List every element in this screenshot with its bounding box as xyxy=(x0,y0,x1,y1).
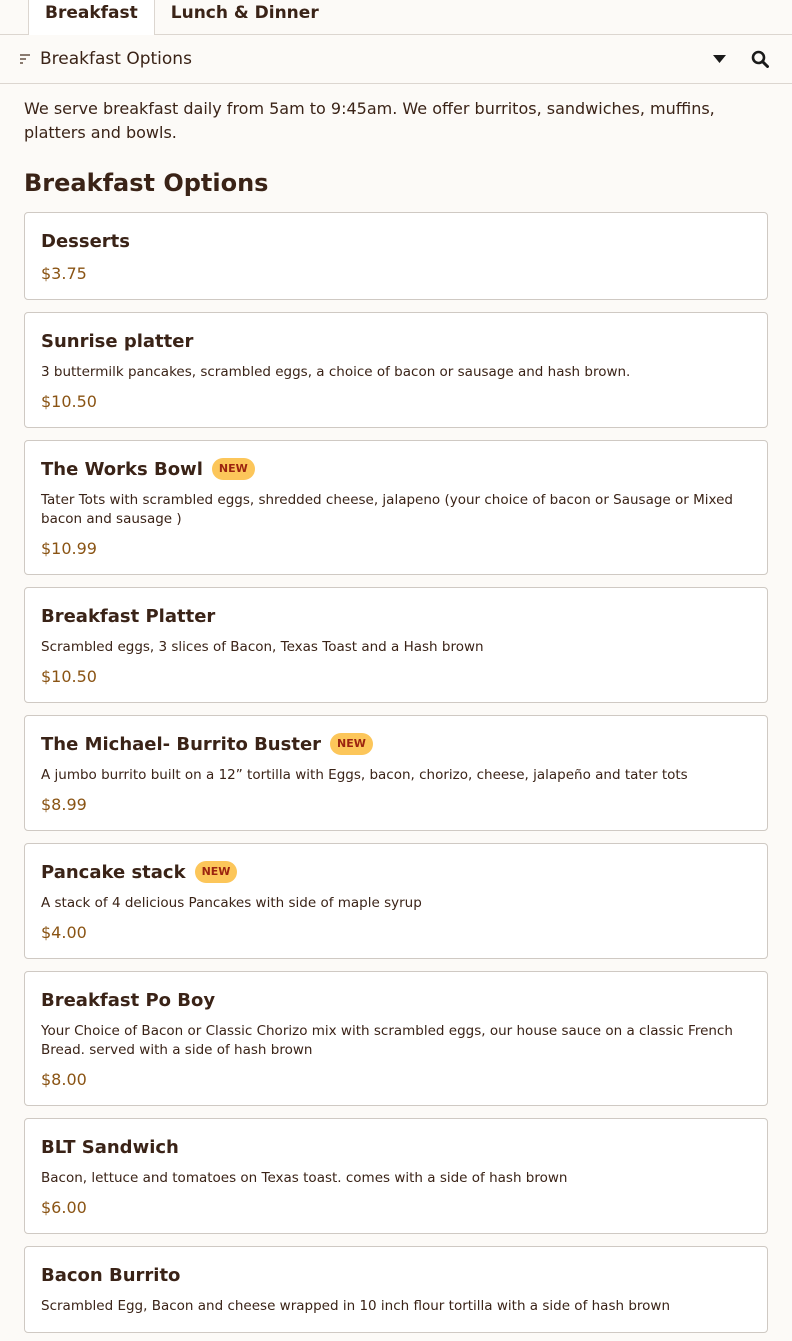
menu-item-header xyxy=(41,1134,751,1160)
menu-item-price: $3.75 xyxy=(41,264,87,283)
menu-item-name: BLT Sandwich xyxy=(41,1136,179,1158)
menu-item-header xyxy=(41,456,751,482)
menu-item-card[interactable] xyxy=(24,312,768,428)
new-badge: NEW xyxy=(195,861,238,883)
menu-item-price: $10.99 xyxy=(41,539,97,558)
category-label: Breakfast Options xyxy=(40,49,192,69)
menu-item-header xyxy=(41,859,751,885)
menu-item-name: The Works Bowl xyxy=(41,458,203,480)
new-badge: NEW xyxy=(330,733,373,755)
menu-item-name: Desserts xyxy=(41,230,130,252)
caret-down-icon xyxy=(713,55,726,63)
menu-item-card[interactable] xyxy=(24,587,768,703)
menu-item-name: Breakfast Po Boy xyxy=(41,989,216,1011)
tab-lunch-dinner[interactable]: Lunch & Dinner xyxy=(170,3,319,23)
menu-item-price: $4.00 xyxy=(41,923,87,942)
menu-item-price: $6.00 xyxy=(41,1198,87,1217)
menu-item-card[interactable] xyxy=(24,1246,768,1333)
menu-item-price: $8.99 xyxy=(41,795,87,814)
menu-item-card[interactable] xyxy=(24,715,768,831)
menu-tabs xyxy=(0,0,792,35)
menu-item-name: Pancake stack xyxy=(41,861,186,883)
category-selector[interactable] xyxy=(0,35,792,84)
menu-item-description: A jumbo burrito built on a 12” tortilla with Eggs, bacon, chorizo, cheese, jalapeño and tater tots xyxy=(41,767,688,783)
menu-item-description: 3 buttermilk pancakes, scrambled eggs, a choice of bacon or sausage and hash brown. xyxy=(41,364,631,380)
filter-icon xyxy=(18,52,32,66)
menu-item-price: $8.00 xyxy=(41,1070,87,1089)
menu-item-header xyxy=(41,731,751,757)
menu-item-name: Breakfast Platter xyxy=(41,605,216,627)
menu-item-card[interactable] xyxy=(24,843,768,959)
menu-item-name: Bacon Burrito xyxy=(41,1264,181,1286)
menu-item-price: $10.50 xyxy=(41,667,97,686)
menu-item-header xyxy=(41,1262,751,1288)
menu-item-header xyxy=(41,328,751,354)
intro-text: We serve breakfast daily from 5am to 9:45am. We offer burritos, sandwiches, muffins, platters and bowls. xyxy=(24,99,715,142)
menu-item-card[interactable] xyxy=(24,971,768,1106)
search-button[interactable] xyxy=(748,47,772,71)
menu-item-description: Tater Tots with scrambled eggs, shredded cheese, jalapeno (your choice of bacon or Sausage or Mixed bacon and sausage ) xyxy=(41,492,733,527)
menu-item-header xyxy=(41,603,751,629)
menu-content xyxy=(0,84,792,1333)
menu-item-description: Scrambled eggs, 3 slices of Bacon, Texas Toast and a Hash brown xyxy=(41,639,484,655)
menu-item-header xyxy=(41,228,751,254)
menu-item-name: The Michael- Burrito Buster xyxy=(41,733,322,755)
menu-item-description: Your Choice of Bacon or Classic Chorizo mix with scrambled eggs, our house sauce on a classic French Bread. served with a side of hash brown xyxy=(41,1023,733,1058)
menu-item-header xyxy=(41,987,751,1013)
category-dropdown-button[interactable] xyxy=(704,44,734,74)
menu-item-description: Bacon, lettuce and tomatoes on Texas toast. comes with a side of hash brown xyxy=(41,1170,568,1186)
search-icon xyxy=(751,50,769,68)
new-badge: NEW xyxy=(212,458,255,480)
menu-item-card[interactable] xyxy=(24,440,768,575)
menu-item-description: Scrambled Egg, Bacon and cheese wrapped in 10 inch flour tortilla with a side of hash brown xyxy=(41,1298,671,1314)
menu-item-description: A stack of 4 delicious Pancakes with side of maple syrup xyxy=(41,895,422,911)
tab-breakfast[interactable]: Breakfast xyxy=(28,0,155,35)
menu-item-card[interactable] xyxy=(24,212,768,300)
menu-item-list xyxy=(24,212,768,1333)
menu-item-card[interactable] xyxy=(24,1118,768,1234)
menu-item-name: Sunrise platter xyxy=(41,330,194,352)
menu-item-price: $10.50 xyxy=(41,392,97,411)
section-title: Breakfast Options xyxy=(24,169,269,197)
